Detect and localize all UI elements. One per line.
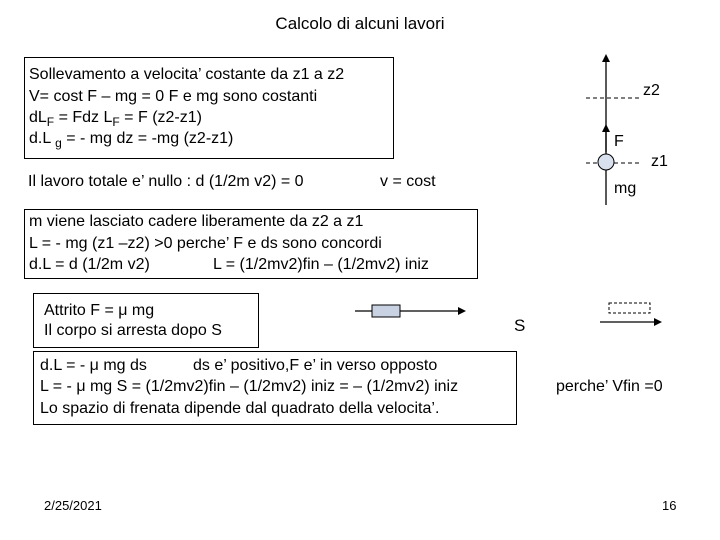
constant-velocity-note: v = cost bbox=[380, 173, 436, 190]
label-mg: mg bbox=[614, 180, 637, 197]
free-fall-line-2: L = - mg (z1 –z2) >0 perche’ F e ds sono concordi bbox=[29, 235, 382, 252]
total-work-statement: Il lavoro totale e’ nullo : d (1/2m v2) = 0 bbox=[28, 173, 304, 190]
friction-work-line-1a: d.L = - μ mg ds bbox=[40, 357, 147, 374]
label-z1: z1 bbox=[651, 153, 668, 170]
mass-ball bbox=[598, 154, 614, 170]
label-s: S bbox=[514, 316, 526, 335]
sliding-block bbox=[372, 305, 400, 317]
free-fall-line-1: m viene lasciato cadere liberamente da z2 a z1 bbox=[29, 213, 364, 230]
friction-line-2: Il corpo si arresta dopo S bbox=[44, 322, 222, 339]
friction-work-line-2: L = - μ mg S = (1/2mv2)fin – (1/2mv2) iniz = – (1/2mv2) iniz bbox=[40, 378, 459, 395]
footer-date: 2/25/2021 bbox=[44, 498, 102, 513]
lifting-line-2: V= cost F – mg = 0 F e mg sono costanti bbox=[29, 88, 318, 105]
page-title: Calcolo di alcuni lavori bbox=[275, 14, 445, 33]
lifting-line-1: Sollevamento a velocita’ costante da z1 a z2 bbox=[29, 66, 345, 83]
stopped-block-outline bbox=[609, 303, 650, 313]
free-fall-line-3a: d.L = d (1/2m v2) bbox=[29, 256, 150, 273]
lifting-line-3: $dL_F$ = Fdz $L_F = F$ (z2-z1) bbox=[29, 109, 202, 129]
lifting-line-4: d.L $_g$ = - mg dz = -mg (z2-z1) bbox=[29, 130, 234, 150]
final-velocity-note: perche’ Vfin =0 bbox=[556, 378, 663, 395]
free-fall-line-3b: L = (1/2mv2)fin – (1/2mv2) iniz bbox=[213, 256, 429, 273]
friction-work-line-1b: ds e’ positivo,F e’ in verso opposto bbox=[193, 357, 438, 374]
friction-line-1: Attrito F = μ mg bbox=[44, 302, 155, 319]
page-number: 16 bbox=[662, 498, 677, 513]
label-force-f: F bbox=[614, 133, 624, 150]
label-z2: z2 bbox=[643, 82, 660, 99]
friction-work-line-3: Lo spazio di frenata dipende dal quadrato della velocita’. bbox=[40, 400, 440, 417]
